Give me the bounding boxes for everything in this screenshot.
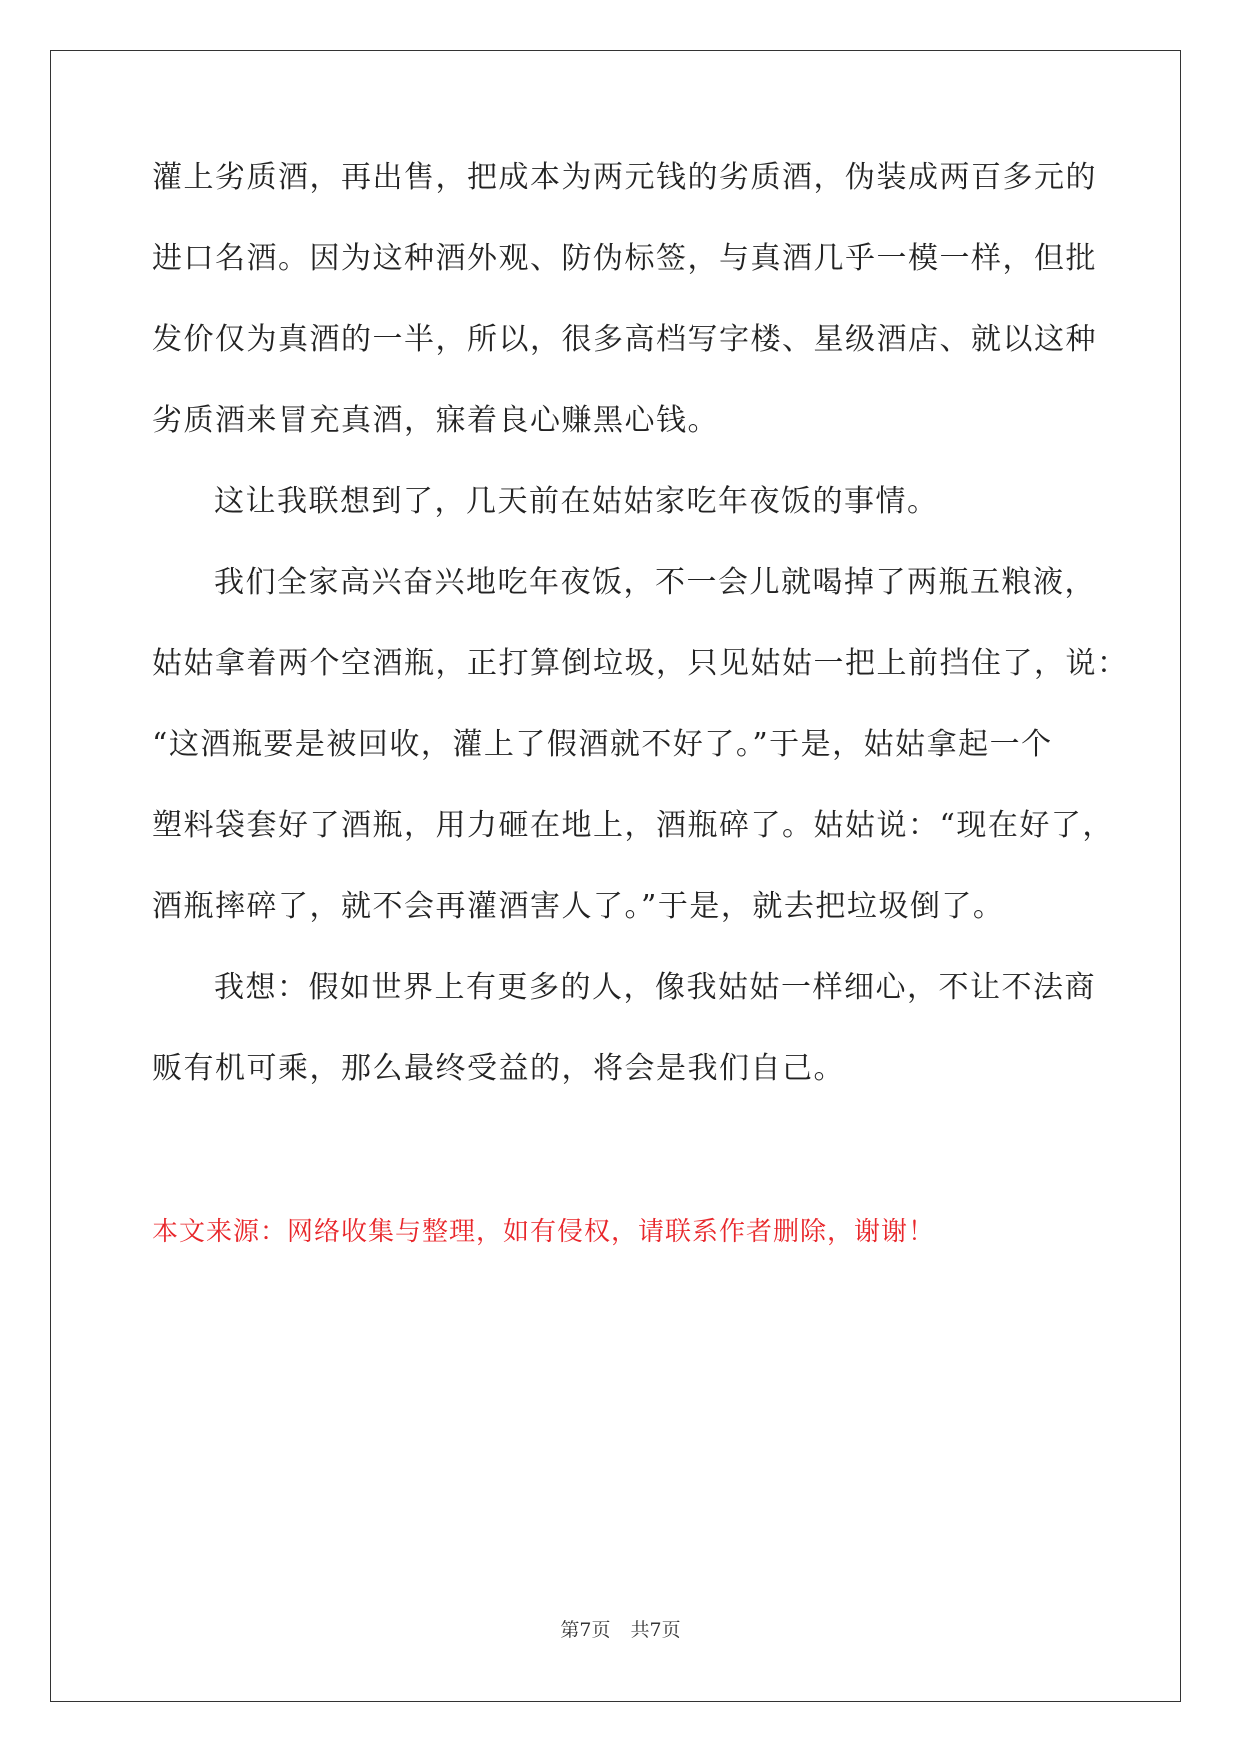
body-line: 姑姑拿着两个空酒瓶，正打算倒垃圾，只见姑姑一把上前挡住了，说：	[152, 646, 1129, 681]
body-line: 酒瓶摔碎了，就不会再灌酒害人了。”于是，就去把垃圾倒了。	[152, 889, 1005, 924]
body-line: “这酒瓶要是被回收，灌上了假酒就不好了。”于是，姑姑拿起一个	[152, 727, 1053, 762]
body-line: 发价仅为真酒的一半，所以，很多高档写字楼、星级酒店、就以这种	[152, 322, 1097, 357]
paragraph-start-line: 我想：假如世界上有更多的人，像我姑姑一样细心，不让不法商	[214, 970, 1096, 1005]
body-line: 塑料袋套好了酒瓶，用力砸在地上，酒瓶碎了。姑姑说：“现在好了，	[152, 808, 1114, 843]
body-line: 劣质酒来冒充真酒，寐着良心赚黑心钱。	[152, 403, 719, 438]
document-body	[152, 160, 1129, 1132]
total-pages-label: 共7页	[630, 1619, 681, 1641]
current-page-label: 第7页	[560, 1619, 611, 1641]
source-note: 本文来源：网络收集与整理，如有侵权，请联系作者删除，谢谢！	[152, 1217, 936, 1247]
page-footer	[0, 1618, 1241, 1642]
body-line: 进口名酒。因为这种酒外观、防伪标签，与真酒几乎一模一样，但批	[152, 241, 1097, 276]
paragraph-start-line: 我们全家高兴奋兴地吃年夜饭，不一会儿就喝掉了两瓶五粮液，	[214, 565, 1096, 600]
body-line: 贩有机可乘，那么最终受益的，将会是我们自己。	[152, 1051, 845, 1086]
body-line: 灌上劣质酒，再出售，把成本为两元钱的劣质酒，伪装成两百多元的	[152, 160, 1097, 195]
paragraph-start-line: 这让我联想到了，几天前在姑姑家吃年夜饭的事情。	[214, 484, 939, 519]
